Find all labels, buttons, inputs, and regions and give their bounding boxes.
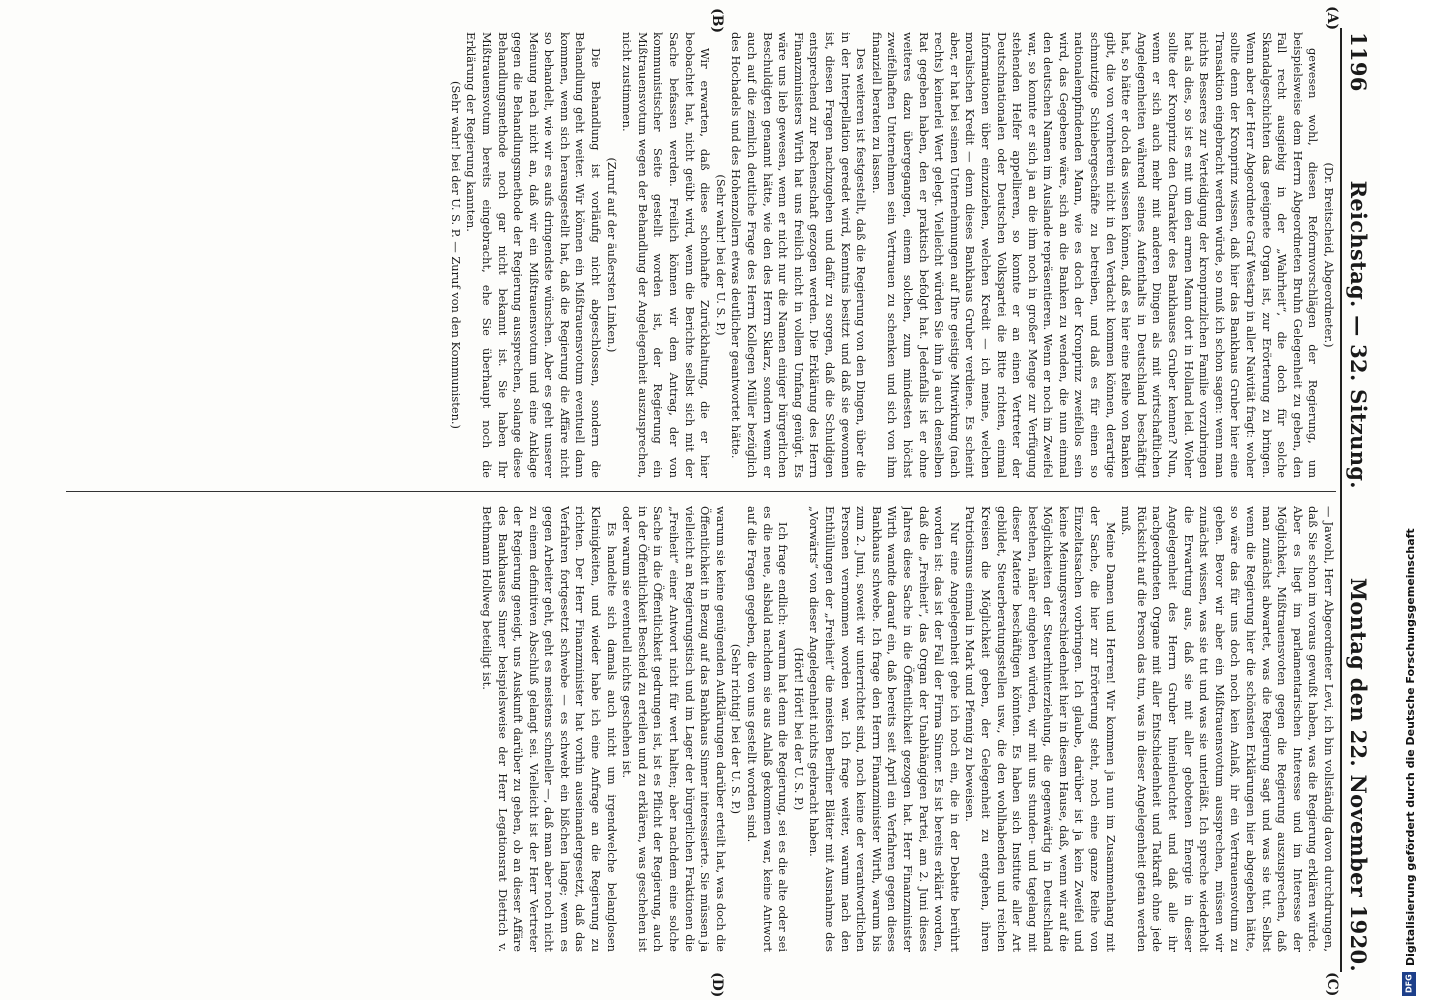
paragraph: Nur eine Angelegenheit gehe ich noch ein, die in der Debatte berührt worden ist: das ist der Fall der Firma Sinner. Es ist bereits erklärt worden, daß die „Freiheit“, das Organ der Unabhängigen Partei, am 2. Juni dieses Jahres diese Sache in die Öffentlichkeit gezogen hat. Herr Finanzminister Wirth wandte darauf ein, daß bereits seit April ein Verfahren gegen dieses Bankhaus schwebe. Ich frage den Herrn Finanzminister Wirth, warum bis zum 2. Juni, soweit wir unterrichtet sind, noch keine der verantwortlichen Personen vernommen worden war. Ich frage weiter, warum nach den Enthüllungen der „Freiheit“ die meisten Berliner Blätter mit Ausnahme des „Vorwärts“ von dieser Angelegenheit nichts gebracht haben. xyxy=(807,506,962,952)
margin-marker-b: (B) xyxy=(709,8,725,34)
digitization-credit: Digitalisierung gefördert durch die Deutsche Forschungsgemeinschaft xyxy=(1404,528,1417,966)
paragraph: Des weiteren ist festgestellt, daß die Regierung von den Dingen, über die in der Interpellation geredet wird, Kenntnis besitzt und daß sie gewonnen ist, diesen Fragen nachzugehen und dafür zu sorgen, daß die Schuldigen entsprechend zur Rechenschaft gezogen werden. Die Erklärung des Herrn Finanzministers Wirth hat uns freilich nicht in vollem Umfang genügt. Es wäre uns lieb gewesen, wenn er nicht nur die Namen einiger bürgerlichen Beschuldigten genannt hätte, wie den des Herrn Sklarz, sondern wenn er auch auf die ziemlich deutliche Frage des Herrn Kollegen Müller bezüglich des Hochadels und des Hohenzollern etwas deutlicher geantwortet hätte. xyxy=(729,32,869,478)
page-number: 1196 xyxy=(1346,32,1372,92)
margin-marker-d: (D) xyxy=(709,972,725,998)
paragraph: Meine Damen und Herren! Wir kommen ja nun im Zusammenhang mit der Sache, die hier zur Erörterung steht, noch eine ganze Reihe von Einzeltatsachen vorbringen. Ich glaube, darüber ist ja kein Zweifel und keine Meinungsverschiedenheit hier in diesem Hause, daß, wenn wir auf die Möglichkeiten der Steuerhinterziehung, die gegenwärtig in Deutschland bestehen, näher eingehen würden, wir mit uns stunden- und tagelang mit dieser Materie beschäftigen könnten. Es haben sich Institute aller Art gebildet, Steuerberatungsstellen usw., die den wohlhabenden und reichen Kreisen die Möglichkeit geben, der Gelegenheit zu entgehen, ihren Patriotismus einmal in Mark und Pfennig zu beweisen. xyxy=(963,506,1118,952)
interjection: (Sehr wahr! bei der U. S. P. — Zuruf von den Kommunisten.) xyxy=(448,81,463,429)
column-divider xyxy=(66,491,1336,492)
paragraph: Ich frage endlich: warum hat denn die Regierung, sei es die alte oder sei es die neue, alsbald nachdem sie aus Anlaß gekommen war, keine Antwort auf die Fragen gegeben, die von uns gestellt worden sind. xyxy=(745,506,791,952)
speaker-line: (Dr. Breitscheid, Abgeordneter.) xyxy=(1322,162,1336,348)
paragraph: — Jawohl, Herr Abgeordneter Levi, ich bin vollständig davon durchdrungen, daß Sie schon im voraus gewußt haben, was die Regierung erklären würde. Aber es liegt im parlamentarischen Interesse und im Interesse der Möglichkeit, Mißtrauensvoten gegen die Regierung auszusprechen, daß man zunächst abwartet, was die Regierung sagt und was sie tut. Selbst wenn die Regierung hier die schönsten Erklärungen hier abgegeben hätte, so wäre das für uns doch noch kein Anlaß, ihr ein Vertrauensvotum zu geben. Bevor wir aber ein Mißtrauensvotum aussprechen, müssen wir zunächst wissen, was sie tut und was sie unterläßt. Ich spreche wiederholt die Erwartung aus, daß sie mit aller gebotenen Energie in dieser Angelegenheit des Herrn Gruber hineinleuchtet und daß alle ihr nachgeordneten Organe mit aller Entschiedenheit und Tatkraft ohne jede Rücksicht auf die Person das tun, was in dieser Angelegenheit getan werden muß. xyxy=(1119,506,1336,952)
paragraph: Die Behandlung ist vorläufig nicht abgeschlossen, sondern die Behandlung geht weiter. Wir können ein Mißtrauensvotum eventuell dann kommen, wenn sich herausgestellt hat, daß die Regierung die Affäre nicht so behandelt, wie wir es aufs dringendste wünschen. Aber es geht unserer Meinung nach nicht an, daß wir ein Mißtrauensvotum und eine Anklage gegen die Behandlungsmethode der Regierung aussprechen, solange diese Behandlungsmethode noch gar nicht bekannt ist. Sie haben Ihr Mißtrauensvotum bereits eingebracht, ehe Sie überhaupt noch die Erklärung der Regierung kannten. xyxy=(464,32,604,478)
paragraph: Es handelte sich damals auch nicht um irgendwelche belanglosen Kleinigkeiten, und wieder habe ich eine Anfrage an die Regierung zu richten. Der Herr Finanzminister hat vorhin auseinandergesetzt, daß das Verfahren fortgesetzt schwebe — es schwebt ein bißchen lange; wenn es gegen Arbeiter geht, geht es meistens schneller —, daß man aber noch nicht zu einem definitiven Abschluß gelangt sei. Vielleicht ist der Herr Vertreter der Regierung geneigt, uns Auskunft darüber zu geben, ob an dieser Affäre des Bankhauses Sinner beispielsweise der Herr Legationsrat Dietrich v. Bethmann Hollweg beteiligt ist. xyxy=(479,506,619,952)
margin-marker-a: (A) xyxy=(1324,6,1340,31)
margin-marker-c: (C) xyxy=(1324,972,1340,997)
header-date: Montag den 22. November 1920. xyxy=(1346,577,1372,972)
digitization-credit-strip xyxy=(1388,0,1434,1000)
paragraph: warum sie keine genügenden Aufklärungen darüber erteilt hat, was doch die Öffentlichkeit in Bezug auf das Bankhaus Sinner interessierte. Sie müssen ja vielleicht an Regierungstisch und im Lager der bürgerlichen Fraktionen die „Freiheit“ einer Antwort nicht für wert halten; aber nachdem eine solche Sache in die Öffentlichkeit gedrungen ist, ist es Pflicht der Regierung, auch in der Öffentlichkeit Bescheid zu erteilen und zu erklären, was geschehen ist oder warum sie eventuell nichts geschehen ist. xyxy=(620,506,728,952)
interjection: (Hört! Hört! bei der U. S. P.) xyxy=(791,647,806,811)
page-header xyxy=(1344,32,1374,972)
header-rule xyxy=(1340,28,1342,972)
right-column xyxy=(56,506,1336,952)
dfg-logo-icon: DFG xyxy=(1402,972,1416,996)
interjection: (Sehr richtig! bei der U. S. P.) xyxy=(729,643,744,815)
interjection: (Zuruf auf der äußersten Linken.) xyxy=(604,157,619,353)
paragraph: gewesen wohl, diesen Reformvorschlägen der Regierung, um beispielsweise dem Herrn Abgeordneten Bruhn Gelegenheit zu geben, den Fall recht ausgiebig in der „Wahrheit“, die doch für solche Skandalgeschichten das geeignete Organ ist, zur Erörterung zu bringen. Wenn aber der Herr Abgeordnete Graf Westarp in aller Naivität fragt: woher sollte denn der Kronprinz wissen, daß hier das Bankhaus Gruber hier eine Transaktion eingebracht werden würde, so muß ich schon sagen: wenn man nichts Besseres zur Verteidigung der kronprinzlichen Familie vorzubringen hat als dies, so ist es mit um den armen Mann dort in Holland leid. Woher sollte der Kronprinz den Charakter des Bankhauses Gruber kennen? Nun, wenn er sich auch mehr mit anderen Dingen als mit wirtschaftlichen Angelegenheiten während seines Aufenthalts in Deutschland beschäftigt hat, so hätte er doch das wissen können, daß es hier eine Reihe von Banken gibt, die von vornherein nicht in den Verdacht kommen können, derartige schmutzige Schiebergeschäfte zu betreiben, und daß es für einen so nationalempfindenden Mann, wie es doch der Kronprinz zweifellos sein wird, das Gegebene wäre, sich an die Banken zu wenden, die nun einmal den deutschen Namen im Auslande repräsentieren. Wenn er noch im Zweifel war, so konnte er sich ja an die ihm noch in großer Menge zur Verfügung stehenden Helfer appellieren, so konnte er an einen Vertreter der Deutschnationalen oder Deutschen Volkspartei die Bitte richten, einmal Informationen über einzuziehen, welchen Kredit — ich meine, welchen moralischen Kredit — denn dieses Bankhaus Gruber verdiene. Es scheint aber, er hat bei seinen Unternehmungen auf Ihre geistige Mitwirkung (nach rechts) keinerlei Wert gelegt. Vielleicht würden Sie ihm ja auch denselben Rat gegeben haben, den er praktisch befolgt hat. Jedenfalls ist er ohne weiteres dazu übergegangen, einem solchen, zum mindesten höchst zweifelhaften Unternehmen sein Vertrauen zu schenken und sich von ihm finanziell beraten zu lassen. xyxy=(869,32,1321,478)
header-title: Reichstag. — 32. Sitzung. xyxy=(1346,180,1372,489)
left-column xyxy=(56,32,1336,478)
paragraph: Wir erwarten, daß diese schonhafte Zurückhaltung, die er hier beobachtet hat, nicht geübt wird, wenn die Berichte selbst sich mit der Sache befassen werden. Freilich können wir dem Antrag, der von kommunistischer Seite gestellt worden ist, der Regierung ein Mißtrauensvotum wegen der Behandlung der Angelegenheit auszusprechen, nicht zustimmen. xyxy=(620,32,713,478)
interjection: (Sehr wahr! bei der U. S. P.) xyxy=(713,174,728,336)
